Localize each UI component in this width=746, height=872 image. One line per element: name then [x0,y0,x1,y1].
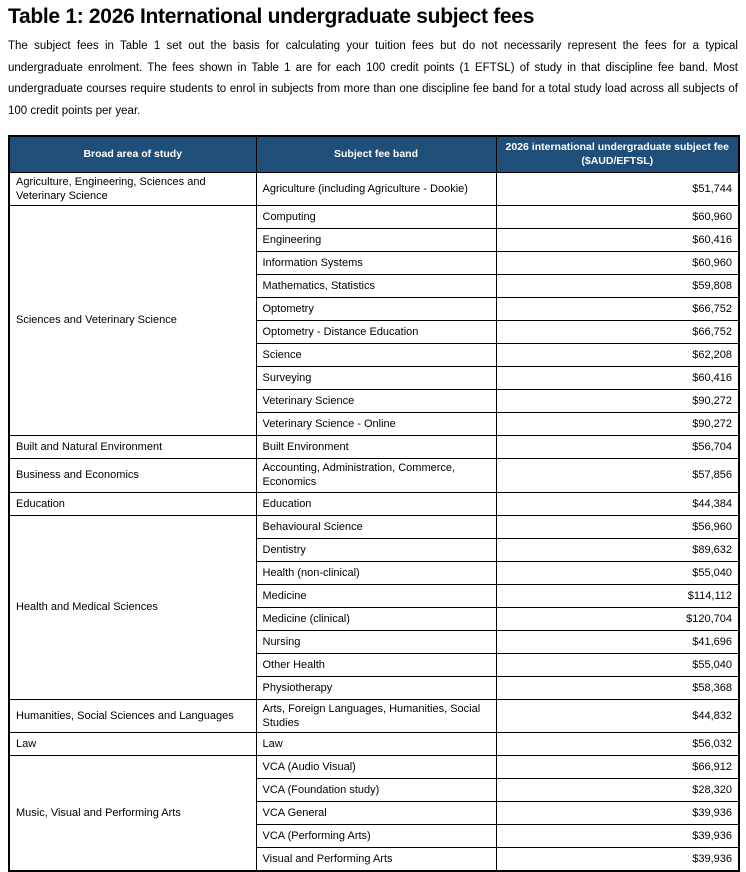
fee-value-cell: $55,040 [496,561,739,584]
broad-area-cell: Music, Visual and Performing Arts [9,756,256,871]
fee-value-cell: $60,416 [496,229,739,252]
subject-fee-band-cell: Mathematics, Statistics [256,275,496,298]
fee-value-cell: $90,272 [496,413,739,436]
subject-fee-band-cell: Medicine [256,584,496,607]
fee-value-cell: $51,744 [496,172,739,206]
subject-fee-band-cell: Behavioural Science [256,515,496,538]
table-row [9,459,739,493]
subject-fee-band-cell: Optometry [256,298,496,321]
fee-value-cell: $41,696 [496,630,739,653]
column-header-broad-area: Broad area of study [9,136,256,172]
subject-fee-band-cell: Nursing [256,630,496,653]
broad-area-cell: Education [9,492,256,515]
subject-fee-band-cell: Arts, Foreign Languages, Humanities, Social Studies [256,699,496,733]
subject-fee-band-cell: Information Systems [256,252,496,275]
fee-value-cell: $60,416 [496,367,739,390]
broad-area-cell: Agriculture, Engineering, Sciences and Veterinary Science [9,172,256,206]
subject-fee-band-cell: Veterinary Science - Online [256,413,496,436]
fee-value-cell: $59,808 [496,275,739,298]
fee-value-cell: $39,936 [496,802,739,825]
fee-value-cell: $55,040 [496,653,739,676]
subject-fee-band-cell: Veterinary Science [256,390,496,413]
subject-fee-band-cell: VCA General [256,802,496,825]
table-row [9,206,739,229]
fee-value-cell: $90,272 [496,390,739,413]
intro-paragraph: The subject fees in Table 1 set out the basis for calculating your tuition fees but do not necessarily represent the fees for a typical undergraduate enrolment. The fees shown in Table 1 are for each 100 credit points (1 EFTSL) of study in that discipline fee band. Most undergraduate courses require students to enrol in subjects from more than one discipline fee band for a total study load across all subjects of 100 credit points per year. [8,40,738,117]
subject-fee-band-cell: Health (non-clinical) [256,561,496,584]
subject-fee-band-cell: Medicine (clinical) [256,607,496,630]
subject-fee-band-cell: Visual and Performing Arts [256,848,496,871]
fee-value-cell: $66,752 [496,321,739,344]
fees-table [8,135,740,872]
header-row [9,136,739,172]
table-row [9,492,739,515]
subject-fee-band-cell: Optometry - Distance Education [256,321,496,344]
fee-value-cell: $44,832 [496,699,739,733]
fee-value-cell: $56,704 [496,436,739,459]
table-row [9,733,739,756]
subject-fee-band-cell: Physiotherapy [256,676,496,699]
fees-table-body [9,172,739,871]
broad-area-cell: Law [9,733,256,756]
column-header-subject-fee: 2026 international undergraduate subject fee ($AUD/EFTSL) [496,136,739,172]
subject-fee-band-cell: Surveying [256,367,496,390]
subject-fee-band-cell: Law [256,733,496,756]
fee-value-cell: $114,112 [496,584,739,607]
subject-fee-band-cell: Agriculture (including Agriculture - Dookie) [256,172,496,206]
fee-value-cell: $39,936 [496,825,739,848]
fee-value-cell: $60,960 [496,206,739,229]
fee-value-cell: $120,704 [496,607,739,630]
subject-fee-band-cell: VCA (Performing Arts) [256,825,496,848]
subject-fee-band-cell: Education [256,492,496,515]
fee-value-cell: $56,032 [496,733,739,756]
subject-fee-band-cell: Computing [256,206,496,229]
broad-area-cell: Health and Medical Sciences [9,515,256,699]
fee-value-cell: $44,384 [496,492,739,515]
broad-area-cell: Built and Natural Environment [9,436,256,459]
fee-value-cell: $89,632 [496,538,739,561]
table-row [9,172,739,206]
fee-value-cell: $66,752 [496,298,739,321]
subject-fee-band-cell: Built Environment [256,436,496,459]
table-row [9,515,739,538]
broad-area-cell: Business and Economics [9,459,256,493]
page-title: Table 1: 2026 International undergraduate subject fees [8,5,535,28]
fee-value-cell: $28,320 [496,779,739,802]
table-row [9,756,739,779]
fee-value-cell: $62,208 [496,344,739,367]
broad-area-cell: Humanities, Social Sciences and Languages [9,699,256,733]
fee-value-cell: $56,960 [496,515,739,538]
subject-fee-band-cell: Science [256,344,496,367]
fee-value-cell: $58,368 [496,676,739,699]
subject-fee-band-cell: Dentistry [256,538,496,561]
subject-fee-band-cell: Engineering [256,229,496,252]
subject-fee-band-cell: VCA (Foundation study) [256,779,496,802]
table-row [9,436,739,459]
subject-fee-band-cell: Accounting, Administration, Commerce, Economics [256,459,496,493]
fee-value-cell: $60,960 [496,252,739,275]
subject-fee-band-cell: Other Health [256,653,496,676]
fee-value-cell: $66,912 [496,756,739,779]
fee-value-cell: $39,936 [496,848,739,871]
fee-value-cell: $57,856 [496,459,739,493]
fees-table-header [9,136,739,172]
column-header-subject-fee-band: Subject fee band [256,136,496,172]
broad-area-cell: Sciences and Veterinary Science [9,206,256,436]
table-row [9,699,739,733]
subject-fee-band-cell: VCA (Audio Visual) [256,756,496,779]
